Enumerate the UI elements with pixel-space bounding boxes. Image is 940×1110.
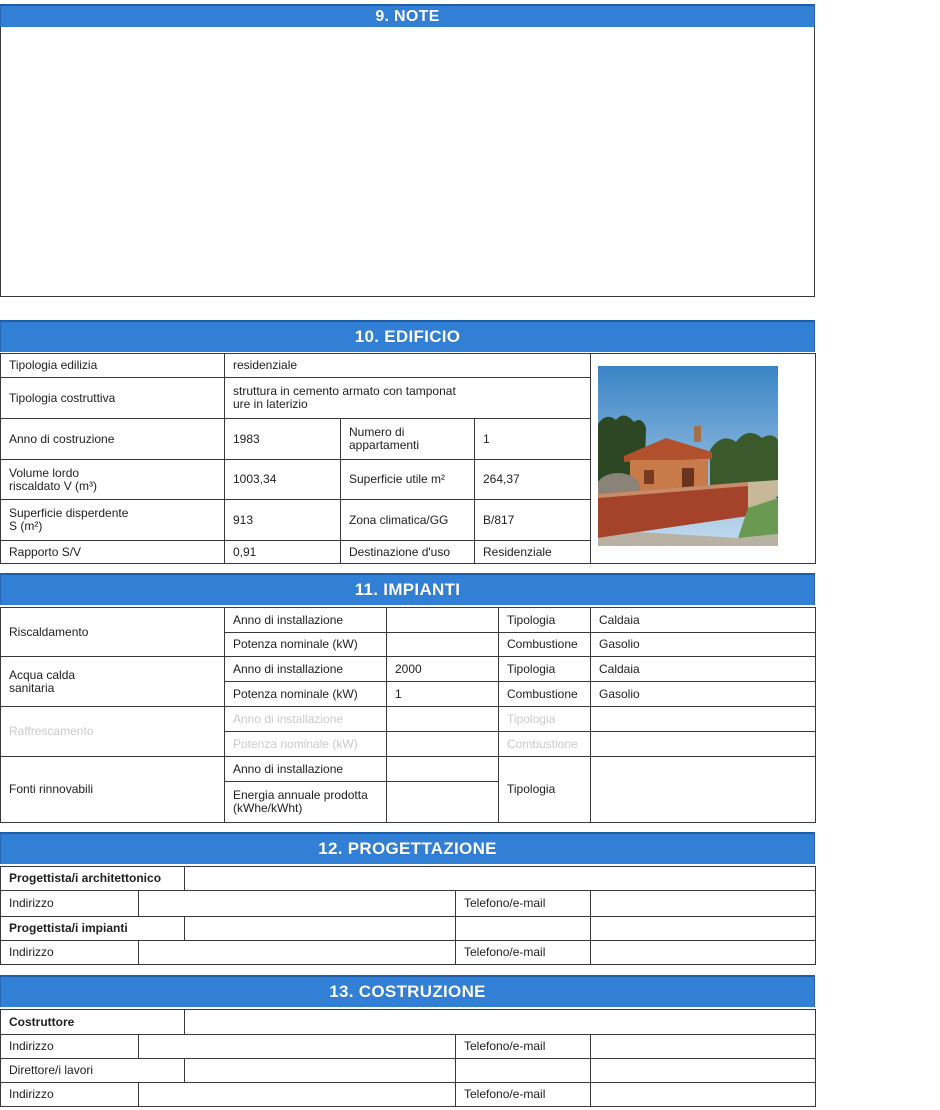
table-row <box>1 891 816 917</box>
note-box <box>0 27 815 297</box>
tipologia-edilizia-label: Tipologia edilizia <box>1 354 225 378</box>
costruttore-telefono-value <box>591 1035 816 1059</box>
zona-climatica-value: B/817 <box>475 500 591 541</box>
direttore-lavori-extra-1 <box>456 1059 591 1083</box>
acqua-calda-potenza-value: 1 <box>387 682 499 707</box>
table-row <box>1 917 816 941</box>
fonti-rinnovabili-label: Fonti rinnovabili <box>1 757 225 823</box>
section-header-edificio: 10. EDIFICIO <box>0 320 815 352</box>
acqua-calda-tipologia-label: Tipologia <box>499 657 591 682</box>
raffrescamento-combustione-label: Combustione <box>499 732 591 757</box>
table-row <box>1 941 816 965</box>
impianti-table <box>0 607 816 823</box>
progettista-impianti-label: Progettista/i impianti <box>1 917 185 941</box>
costruttore-value <box>185 1010 816 1035</box>
table-row <box>1 608 816 633</box>
table-row <box>1 757 816 782</box>
acqua-calda-tipologia-value: Caldaia <box>591 657 816 682</box>
direttore-lavori-telefono-value <box>591 1083 816 1107</box>
acqua-calda-label: Acqua calda sanitaria <box>1 657 225 707</box>
destinazione-uso-label: Destinazione d'uso <box>341 541 475 564</box>
building-photo <box>598 366 778 546</box>
table-row <box>1 354 816 378</box>
riscaldamento-combustione-value: Gasolio <box>591 633 816 657</box>
direttore-lavori-label: Direttore/i lavori <box>1 1059 185 1083</box>
table-row <box>1 867 816 891</box>
riscaldamento-anno-value <box>387 608 499 633</box>
costruttore-label: Costruttore <box>1 1010 185 1035</box>
superficie-utile-label: Superficie utile m² <box>341 460 475 500</box>
fonti-rinnovabili-anno-label: Anno di installazione <box>225 757 387 782</box>
progettista-architettonico-telefono-value <box>591 891 816 917</box>
riscaldamento-potenza-label: Potenza nominale (kW) <box>225 633 387 657</box>
rapporto-sv-label: Rapporto S/V <box>1 541 225 564</box>
progettista-architettonico-label: Progettista/i architettonico <box>1 867 185 891</box>
fonti-rinnovabili-energia-value <box>387 782 499 823</box>
acqua-calda-potenza-label: Potenza nominale (kW) <box>225 682 387 707</box>
progettista-architettonico-indirizzo-value <box>139 891 456 917</box>
riscaldamento-anno-label: Anno di installazione <box>225 608 387 633</box>
direttore-lavori-telefono-label: Telefono/e-mail <box>456 1083 591 1107</box>
progettista-impianti-indirizzo-value <box>139 941 456 965</box>
riscaldamento-potenza-value <box>387 633 499 657</box>
raffrescamento-tipologia-value <box>591 707 816 732</box>
raffrescamento-tipologia-label: Tipologia <box>499 707 591 732</box>
raffrescamento-anno-value <box>387 707 499 732</box>
table-row <box>1 1083 816 1107</box>
progettista-impianti-extra-2 <box>591 917 816 941</box>
direttore-lavori-indirizzo-value <box>139 1083 456 1107</box>
progettista-architettonico-indirizzo-label: Indirizzo <box>1 891 139 917</box>
edificio-table <box>0 353 816 564</box>
superficie-utile-value: 264,37 <box>475 460 591 500</box>
building-photo-cell <box>591 354 816 564</box>
numero-appartamenti-value: 1 <box>475 419 591 460</box>
superficie-disperdente-label: Superficie disperdente S (m²) <box>1 500 225 541</box>
photo-door <box>682 468 694 488</box>
fonti-rinnovabili-tipologia-value <box>591 757 816 823</box>
superficie-disperdente-value: 913 <box>225 500 341 541</box>
fonti-rinnovabili-energia-label: Energia annuale prodotta (kWhe/kWht) <box>225 782 387 823</box>
progettazione-table <box>0 866 816 965</box>
tipologia-costruttiva-value: struttura in cemento armato con tamponat ure in laterizio <box>225 378 591 419</box>
fonti-rinnovabili-tipologia-label: Tipologia <box>499 757 591 823</box>
section-header-progettazione: 12. PROGETTAZIONE <box>0 832 815 864</box>
tipologia-costruttiva-label: Tipologia costruttiva <box>1 378 225 419</box>
costruttore-indirizzo-label: Indirizzo <box>1 1035 139 1059</box>
progettista-architettonico-value <box>185 867 816 891</box>
table-row <box>1 657 816 682</box>
table-row <box>1 707 816 732</box>
progettista-impianti-indirizzo-label: Indirizzo <box>1 941 139 965</box>
raffrescamento-label: Raffrescamento <box>1 707 225 757</box>
progettista-architettonico-telefono-label: Telefono/e-mail <box>456 891 591 917</box>
direttore-lavori-value <box>185 1059 456 1083</box>
rapporto-sv-value: 0,91 <box>225 541 341 564</box>
acqua-calda-anno-label: Anno di installazione <box>225 657 387 682</box>
costruzione-table <box>0 1009 816 1107</box>
progettista-impianti-extra-1 <box>456 917 591 941</box>
tipologia-edilizia-value: residenziale <box>225 354 591 378</box>
volume-lordo-label: Volume lordo riscaldato V (m³) <box>1 460 225 500</box>
section-header-impianti: 11. IMPIANTI <box>0 573 815 605</box>
costruttore-telefono-label: Telefono/e-mail <box>456 1035 591 1059</box>
riscaldamento-label: Riscaldamento <box>1 608 225 657</box>
numero-appartamenti-label: Numero di appartamenti <box>341 419 475 460</box>
zona-climatica-label: Zona climatica/GG <box>341 500 475 541</box>
anno-costruzione-value: 1983 <box>225 419 341 460</box>
table-row <box>1 1035 816 1059</box>
progettista-impianti-value <box>185 917 456 941</box>
fonti-rinnovabili-anno-value <box>387 757 499 782</box>
section-header-costruzione: 13. COSTRUZIONE <box>0 975 815 1007</box>
riscaldamento-tipologia-label: Tipologia <box>499 608 591 633</box>
table-row <box>1 1010 816 1035</box>
raffrescamento-combustione-value <box>591 732 816 757</box>
riscaldamento-tipologia-value: Caldaia <box>591 608 816 633</box>
costruttore-indirizzo-value <box>139 1035 456 1059</box>
progettista-impianti-telefono-label: Telefono/e-mail <box>456 941 591 965</box>
progettista-impianti-telefono-value <box>591 941 816 965</box>
acqua-calda-combustione-value: Gasolio <box>591 682 816 707</box>
direttore-lavori-indirizzo-label: Indirizzo <box>1 1083 139 1107</box>
photo-window <box>644 470 654 484</box>
table-row <box>1 1059 816 1083</box>
direttore-lavori-extra-2 <box>591 1059 816 1083</box>
acqua-calda-anno-value: 2000 <box>387 657 499 682</box>
acqua-calda-combustione-label: Combustione <box>499 682 591 707</box>
raffrescamento-potenza-label: Potenza nominale (kW) <box>225 732 387 757</box>
raffrescamento-anno-label: Anno di installazione <box>225 707 387 732</box>
volume-lordo-value: 1003,34 <box>225 460 341 500</box>
photo-chimney <box>694 426 701 442</box>
section-header-note: 9. NOTE <box>0 4 815 27</box>
raffrescamento-potenza-value <box>387 732 499 757</box>
destinazione-uso-value: Residenziale <box>475 541 591 564</box>
anno-costruzione-label: Anno di costruzione <box>1 419 225 460</box>
riscaldamento-combustione-label: Combustione <box>499 633 591 657</box>
